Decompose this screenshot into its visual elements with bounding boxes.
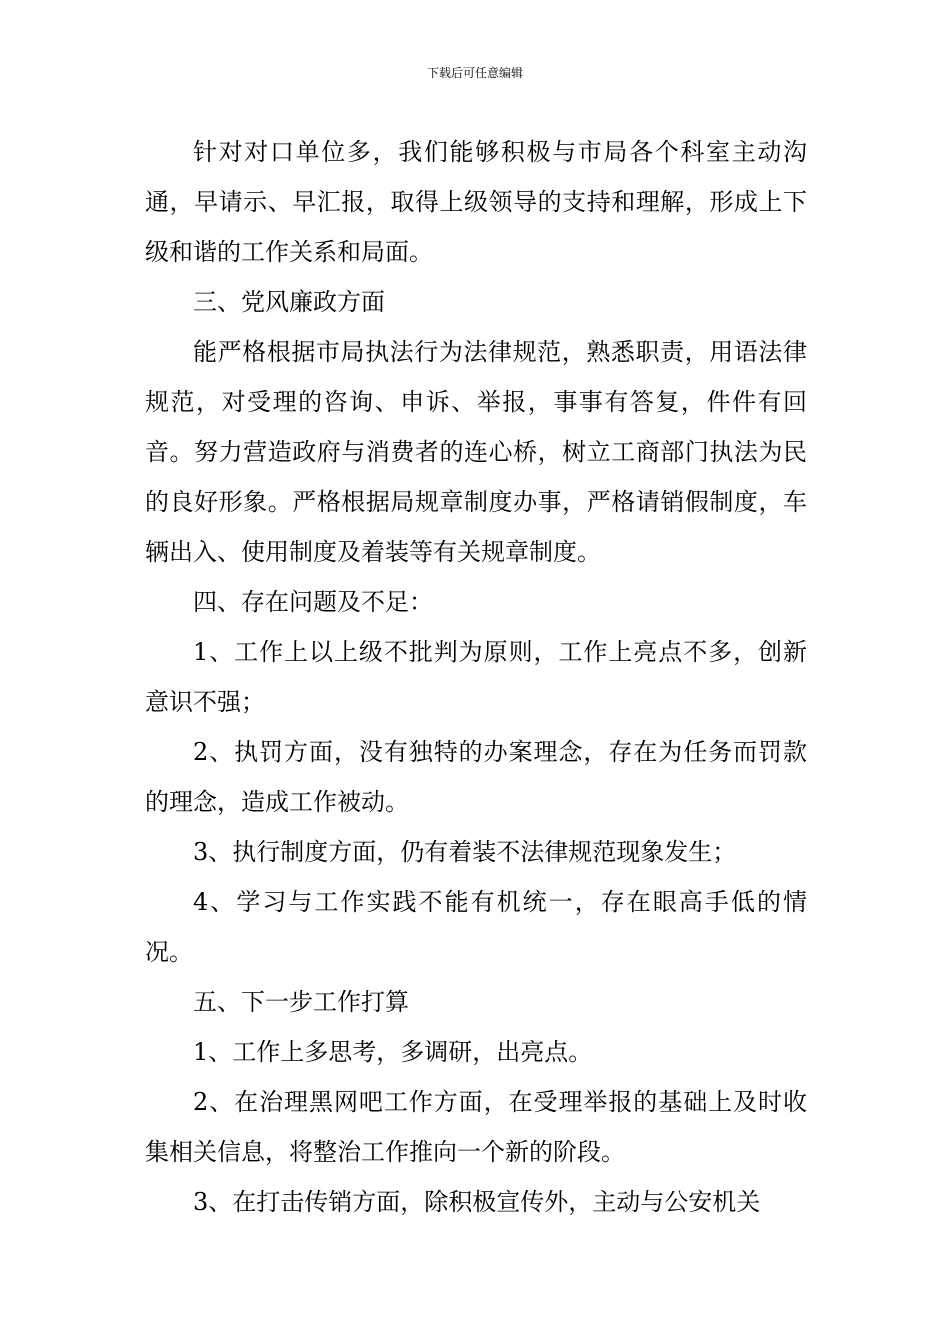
page-header: 下载后可任意编辑 xyxy=(426,66,523,80)
document-body xyxy=(145,127,807,1227)
list-item-plan-3: 3、在打击传销方面，除积极宣传外，主动与公安机关 xyxy=(193,1188,761,1216)
paragraph-law-enforcement: 能严格根据市局执法行为法律规范，熟悉职责，用语法律规范，对受理的咨询、申诉、举报，事事有答复，件件有回音。努力营造政府与消费者的连心桥，树立工商部门执法为民的良好形象。严格根据局规章制度办事，严格请销假制度，车辆出入、使用制度及着装等有关规章制度。 xyxy=(145,338,807,566)
section-heading-next-steps: 五、下一步工作打算 xyxy=(193,988,409,1016)
list-item-problem-1: 1、工作上以上级不批判为原则，工作上亮点不多，创新意识不强； xyxy=(145,638,807,716)
paragraph-communication: 针对对口单位多，我们能够积极与市局各个科室主动沟通，早请示、早汇报，取得上级领导的支持和理解，形成上下级和谐的工作关系和局面。 xyxy=(145,138,807,266)
list-item-problem-2: 2、执罚方面，没有独特的办案理念，存在为任务而罚款的理念，造成工作被动。 xyxy=(145,738,807,816)
list-item-plan-1: 1、工作上多思考，多调研，出亮点。 xyxy=(193,1038,593,1066)
section-heading-party-integrity: 三、党风廉政方面 xyxy=(193,288,385,316)
list-item-problem-4: 4、学习与工作实践不能有机统一，存在眼高手低的情况。 xyxy=(145,888,807,966)
list-item-problem-3: 3、执行制度方面，仍有着装不法律规范现象发生； xyxy=(193,838,737,866)
list-item-plan-2: 2、在治理黑网吧工作方面，在受理举报的基础上及时收集相关信息，将整治工作推向一个新的阶段。 xyxy=(145,1088,807,1166)
section-heading-problems: 四、存在问题及不足： xyxy=(193,588,433,616)
